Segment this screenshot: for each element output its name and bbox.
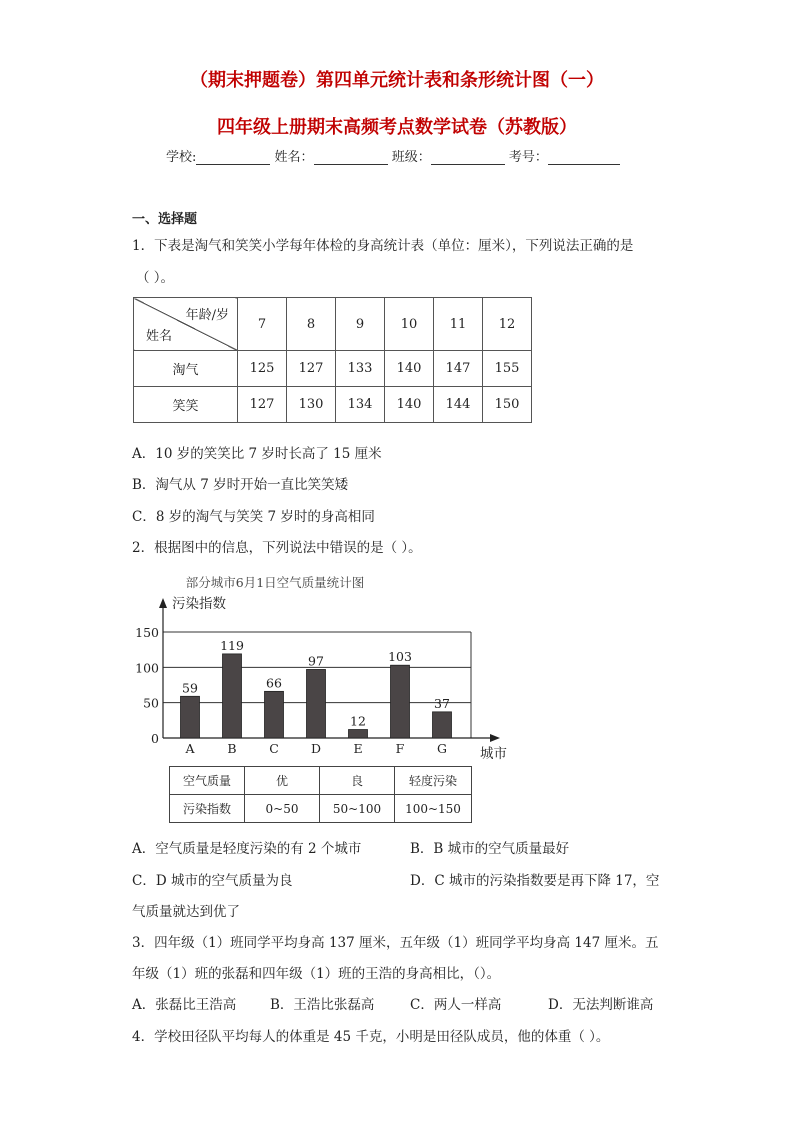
height-cell: 155 <box>483 351 532 387</box>
y-tick-label: 150 <box>135 625 159 640</box>
bar-value-label: 97 <box>308 653 324 669</box>
chart-title: 部分城市6月1日空气质量统计图 <box>185 575 365 590</box>
school-label: 学校: <box>166 150 197 165</box>
age-header: 7 <box>238 298 287 351</box>
q2-option-d-cont: 气质量就达到优了 <box>132 904 240 920</box>
x-tick-label: D <box>310 741 322 756</box>
quality-cell: 污染指数 <box>170 795 245 823</box>
bar-A <box>181 696 200 738</box>
corner-name-label: 姓名 <box>146 329 173 344</box>
class-blank[interactable] <box>431 150 505 165</box>
school-blank[interactable] <box>196 150 270 165</box>
y-tick-label: 50 <box>143 695 159 711</box>
quality-cell: 50~100 <box>320 795 395 823</box>
bar-value-label: 59 <box>182 680 198 696</box>
section-heading: 一、选择题 <box>132 212 198 227</box>
x-tick-label: F <box>395 741 405 756</box>
age-header: 10 <box>385 298 434 351</box>
bar-C <box>265 691 284 738</box>
x-axis-arrow <box>490 734 500 742</box>
x-tick-label: B <box>227 741 237 756</box>
exam-title-line1: （期末押题卷）第四单元统计表和条形统计图（一） <box>190 70 604 91</box>
x-tick-label: A <box>185 741 195 756</box>
q2-option-b[interactable]: B．B 城市的空气质量最好 <box>410 841 570 857</box>
q1-option-c[interactable]: C．8 岁的淘气与笑笑 7 岁时的身高相同 <box>132 509 375 525</box>
height-cell: 140 <box>385 387 434 423</box>
q4-stem: 4．学校田径队平均每人的体重是 45 千克，小明是田径队成员，他的体重（ ）。 <box>132 1029 610 1045</box>
q1-option-a[interactable]: A．10 岁的笑笑比 7 岁时长高了 15 厘米 <box>132 446 382 462</box>
age-header: 12 <box>483 298 532 351</box>
bar-value-label: 119 <box>220 637 244 653</box>
exam-title-line2: 四年级上册期末高频考点数学试卷（苏教版） <box>217 117 577 138</box>
y-axis-arrow <box>159 598 167 608</box>
number-blank[interactable] <box>548 150 620 165</box>
quality-cell: 100~150 <box>395 795 472 823</box>
q1-stem-line1: 1．下表是淘气和笑笑小学每年体检的身高统计表（单位：厘米），下列说法正确的是 <box>132 238 634 254</box>
height-cell: 147 <box>434 351 483 387</box>
student-info-row <box>166 146 620 165</box>
x-axis-label: 城市 <box>480 746 507 762</box>
row-name: 淘气 <box>134 351 238 387</box>
quality-cell: 0~50 <box>245 795 320 823</box>
bar-B <box>223 654 242 738</box>
quality-header: 优 <box>245 767 320 795</box>
quality-header: 轻度污染 <box>395 767 472 795</box>
x-tick-label: G <box>437 741 447 756</box>
height-cell: 127 <box>287 351 336 387</box>
y-tick-label: 0 <box>151 731 159 746</box>
height-cell: 140 <box>385 351 434 387</box>
height-cell: 125 <box>238 351 287 387</box>
q3-option-d[interactable]: D．无法判断谁高 <box>548 997 654 1013</box>
table-row <box>134 351 532 387</box>
bar-G <box>433 712 452 738</box>
air-quality-bar-chart <box>130 570 530 765</box>
q1-stem-line2: （ ）。 <box>136 270 175 286</box>
q3-stem-line2: 年级（1）班的张磊和四年级（1）班的王浩的身高相比，（）。 <box>132 966 501 982</box>
name-label: 姓名： <box>274 150 314 165</box>
q2-stem: 2．根据图中的信息，下列说法中错误的是（ ）。 <box>132 540 422 556</box>
quality-header: 空气质量 <box>170 767 245 795</box>
bar-F <box>391 665 410 738</box>
class-label: 班级： <box>391 150 431 165</box>
q2-option-d[interactable]: D．C 城市的污染指数要是再下降 17，空 <box>410 873 660 889</box>
height-table-corner <box>134 298 238 351</box>
bar-value-label: 66 <box>266 675 282 691</box>
q3-option-a[interactable]: A．张磊比王浩高 <box>132 997 237 1013</box>
air-quality-table <box>169 766 472 823</box>
age-header: 11 <box>434 298 483 351</box>
age-header: 9 <box>336 298 385 351</box>
q1-option-b[interactable]: B．淘气从 7 岁时开始一直比笑笑矮 <box>132 477 349 493</box>
corner-age-label: 年龄/岁 <box>185 308 229 323</box>
bar-value-label: 103 <box>388 649 412 665</box>
height-cell: 133 <box>336 351 385 387</box>
q2-option-a[interactable]: A．空气质量是轻度污染的有 2 个城市 <box>132 841 362 857</box>
q2-option-c[interactable]: C．D 城市的空气质量为良 <box>132 873 293 889</box>
name-blank[interactable] <box>314 150 388 165</box>
row-name: 笑笑 <box>134 387 238 423</box>
bar-E <box>349 730 368 738</box>
q3-option-b[interactable]: B．王浩比张磊高 <box>270 997 375 1013</box>
table-row <box>134 387 532 423</box>
height-cell: 127 <box>238 387 287 423</box>
x-tick-label: E <box>353 741 363 756</box>
bar-value-label: 12 <box>350 713 366 729</box>
height-table <box>133 297 532 423</box>
quality-header: 良 <box>320 767 395 795</box>
age-header: 8 <box>287 298 336 351</box>
height-cell: 144 <box>434 387 483 423</box>
number-label: 考号： <box>508 150 548 165</box>
q3-stem-line1: 3．四年级（1）班同学平均身高 137 厘米，五年级（1）班同学平均身高 147 厘米。五 <box>132 935 659 951</box>
bar-value-label: 37 <box>434 695 450 711</box>
bar-D <box>307 669 326 738</box>
height-cell: 130 <box>287 387 336 423</box>
height-cell: 150 <box>483 387 532 423</box>
y-axis-label: 污染指数 <box>172 596 226 612</box>
height-cell: 134 <box>336 387 385 423</box>
y-tick-label: 100 <box>135 660 159 676</box>
q3-option-c[interactable]: C．两人一样高 <box>410 997 502 1013</box>
x-tick-label: C <box>269 741 279 756</box>
